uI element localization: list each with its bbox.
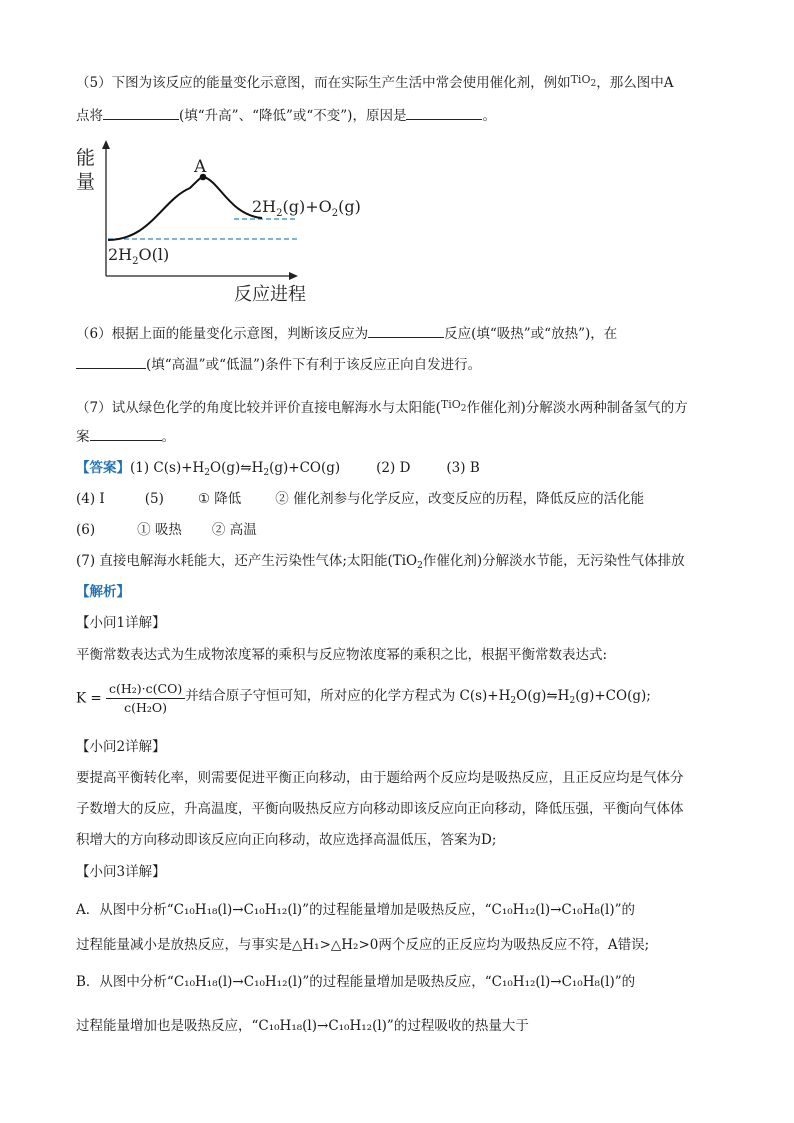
equation: C₁₀H₁₈(l)→C₁₀H₁₂(l) <box>173 902 303 918</box>
tio2-formula <box>440 398 467 414</box>
sub3-b-line-1 <box>76 972 635 992</box>
peak-label: A <box>194 157 207 177</box>
sub: 2 <box>417 561 423 571</box>
q5-text: （5）下图为该反应的能量变化示意图，而在实际生产生活中常会使用催化剂，例如 <box>76 75 571 91</box>
text: 过程能量增加也是吸热反应，“ <box>76 1018 259 1034</box>
sub3-b-line-2 <box>76 1016 529 1036</box>
q5-line-1 <box>76 70 673 94</box>
energy-diagram <box>70 140 370 310</box>
x-label: 反应进程 <box>234 284 306 305</box>
paragraph: 积增大的方向移动即该反应向正向移动，故应选择高温低压，答案为D; <box>76 832 497 848</box>
k-label: K = <box>76 690 102 707</box>
paragraph: 要提高平衡转化率，则需要促进平衡正向移动，由于题给两个反应均是吸热反应，且正反应均是气体分 <box>76 770 684 786</box>
sub: 2 <box>263 468 270 478</box>
tio2-text: TiO <box>440 398 461 411</box>
answer-3: (3) B <box>446 460 480 476</box>
answer-2: (2) D <box>376 460 411 476</box>
q7-text: 作催化剂)分解淡水两种制备氢气的方 <box>466 400 688 416</box>
energy-curve <box>108 177 262 240</box>
y-label-bottom: 量 <box>76 171 96 193</box>
sub1-title <box>76 613 166 633</box>
section-title: 【小问3详解】 <box>76 864 166 880</box>
q5-line-2 <box>76 105 496 126</box>
q7-text: 。 <box>161 429 175 445</box>
q5-text: 。 <box>482 108 496 124</box>
q6-text: 反应(填“吸热”或“放热”)，在 <box>444 326 618 342</box>
x-axis-arrow <box>289 272 298 280</box>
answer-5: (5) <box>144 491 164 507</box>
answer-5-2: 催化剂参与化学反应，改变反应的历程，降低反应的活化能 <box>293 491 645 507</box>
reactant-label: $2H_2O(l)$ <box>108 245 170 267</box>
analysis-tag-line <box>76 582 130 602</box>
circle-num: ② <box>275 491 289 507</box>
answer-7-b: 作催化剂)分解淡水节能，无污染性气体排放 <box>422 553 685 569</box>
paragraph: 过程能量减小是放热反应，与事实是△H₁>△H₂>0两个反应的正反应均为吸热反应不符，A错误; <box>76 937 650 953</box>
answer-7: (7) 直接电解海水耗能大，还产生污染性气体;太阳能(TiO <box>76 553 418 569</box>
q7-line-1 <box>76 395 688 419</box>
paragraph: 子数增大的反应，升高温度，平衡向吸热反应方向移动即该反应向正向移动，降低压强，平衡向气体体 <box>76 801 684 817</box>
text: ”的过程能量增加是吸热反应，“ <box>302 902 492 918</box>
answer-6-1: 吸热 <box>154 522 182 538</box>
equation: C₁₀H₁₂(l)→C₁₀H₈(l) <box>491 974 615 990</box>
equation: C₁₀H₁₂(l)→C₁₀H₈(l) <box>491 902 615 918</box>
answer-line-3 <box>76 520 257 540</box>
q6-line-1 <box>76 323 617 344</box>
answer-blank[interactable] <box>76 354 146 369</box>
q6-line-2 <box>76 354 481 375</box>
k-denominator: c(H₂O) <box>124 700 168 715</box>
sub1-line-2 <box>76 680 651 717</box>
sub: 2 <box>204 468 211 478</box>
sub3-title <box>76 862 166 882</box>
text: ”的过程能量增加是吸热反应，“ <box>302 974 492 990</box>
answer-5-1: 降低 <box>214 491 242 507</box>
answer-1-c: (g)+CO(g) <box>269 460 341 476</box>
k-fraction <box>106 680 185 717</box>
text: A．从图中分析“ <box>76 902 174 918</box>
equation: C₁₀H₁₈(l)→C₁₀H₁₂(l) <box>258 1018 387 1034</box>
answer-blank[interactable] <box>406 105 482 120</box>
q5-text: (填“升高”、“降低”或“不变”)，原因是 <box>179 108 407 124</box>
q6-text: （6）根据上面的能量变化示意图，判断该反应为 <box>76 326 369 342</box>
sub: 2 <box>569 696 576 706</box>
paragraph <box>185 688 651 704</box>
circle-num: ① <box>137 522 151 538</box>
circle-num: ② <box>211 522 226 538</box>
sub1-line-1 <box>76 645 607 665</box>
answer-tag: 【答案】 <box>76 460 130 476</box>
sub3-a-line-1 <box>76 900 635 920</box>
answer-1-b: O(g)⇋H <box>210 460 264 476</box>
text: O(g)⇋H <box>516 688 570 704</box>
k-numerator: c(H₂)·c(CO) <box>106 680 185 699</box>
answer-6-2: 高温 <box>229 522 257 538</box>
tio2-sub: 2 <box>590 79 597 89</box>
sub2-line-3 <box>76 830 496 850</box>
sub: 2 <box>510 696 517 706</box>
tio2-formula <box>570 73 597 89</box>
answer-1: (1) C(s)+H <box>130 460 205 476</box>
answer-blank[interactable] <box>368 323 444 338</box>
text: 并结合原子守恒可知，所对应的化学方程式为 C(s)+H <box>185 688 511 704</box>
q5-text-end: ，那么图中A <box>596 75 674 91</box>
analysis-tag: 【解析】 <box>76 584 130 600</box>
circle-num: ① <box>197 491 210 507</box>
answer-line-4 <box>76 551 685 576</box>
tio2-text: TiO <box>570 73 591 86</box>
section-title: 【小问2详解】 <box>76 739 166 755</box>
sub2-title <box>76 737 166 757</box>
y-label-top: 能 <box>76 147 96 169</box>
answer-4: (4) I <box>76 491 105 507</box>
text: (g)+CO(g); <box>575 688 651 704</box>
sub3-a-line-2 <box>76 935 649 955</box>
text: B．从图中分析“ <box>76 974 174 990</box>
q5-text: 点将 <box>76 108 103 124</box>
text: ”的 <box>614 974 636 990</box>
section-title: 【小问1详解】 <box>76 615 166 631</box>
text: ”的 <box>614 902 635 918</box>
paragraph: 平衡常数表达式为生成物浓度幂的乘积与反应物浓度幂的乘积之比，根据平衡常数表达式: <box>76 647 608 663</box>
product-label: $2H_2(g)+O_2(g)$ <box>252 197 361 219</box>
q7-line-2 <box>76 426 175 447</box>
equation: C₁₀H₁₈(l)→C₁₀H₁₂(l) <box>173 974 303 990</box>
sub2-line-2 <box>76 799 684 819</box>
y-axis-arrow <box>102 140 110 149</box>
q7-text: （7）试从绿色化学的角度比较并评价直接电解海水与太阳能( <box>76 400 441 416</box>
tio2-sub: 2 <box>460 404 467 414</box>
answer-blank[interactable] <box>90 426 162 441</box>
q7-text: 案 <box>76 429 90 445</box>
text: ”的过程吸收的热量大于 <box>386 1018 529 1034</box>
q6-text: (填“高温”或“低温”)条件下有利于该反应正向自发进行。 <box>146 357 482 373</box>
answer-6: (6) <box>76 522 96 538</box>
sub2-line-1 <box>76 768 684 788</box>
answer-blank[interactable] <box>103 105 179 120</box>
answer-line-2 <box>76 489 644 509</box>
answer-line-1 <box>76 458 480 483</box>
